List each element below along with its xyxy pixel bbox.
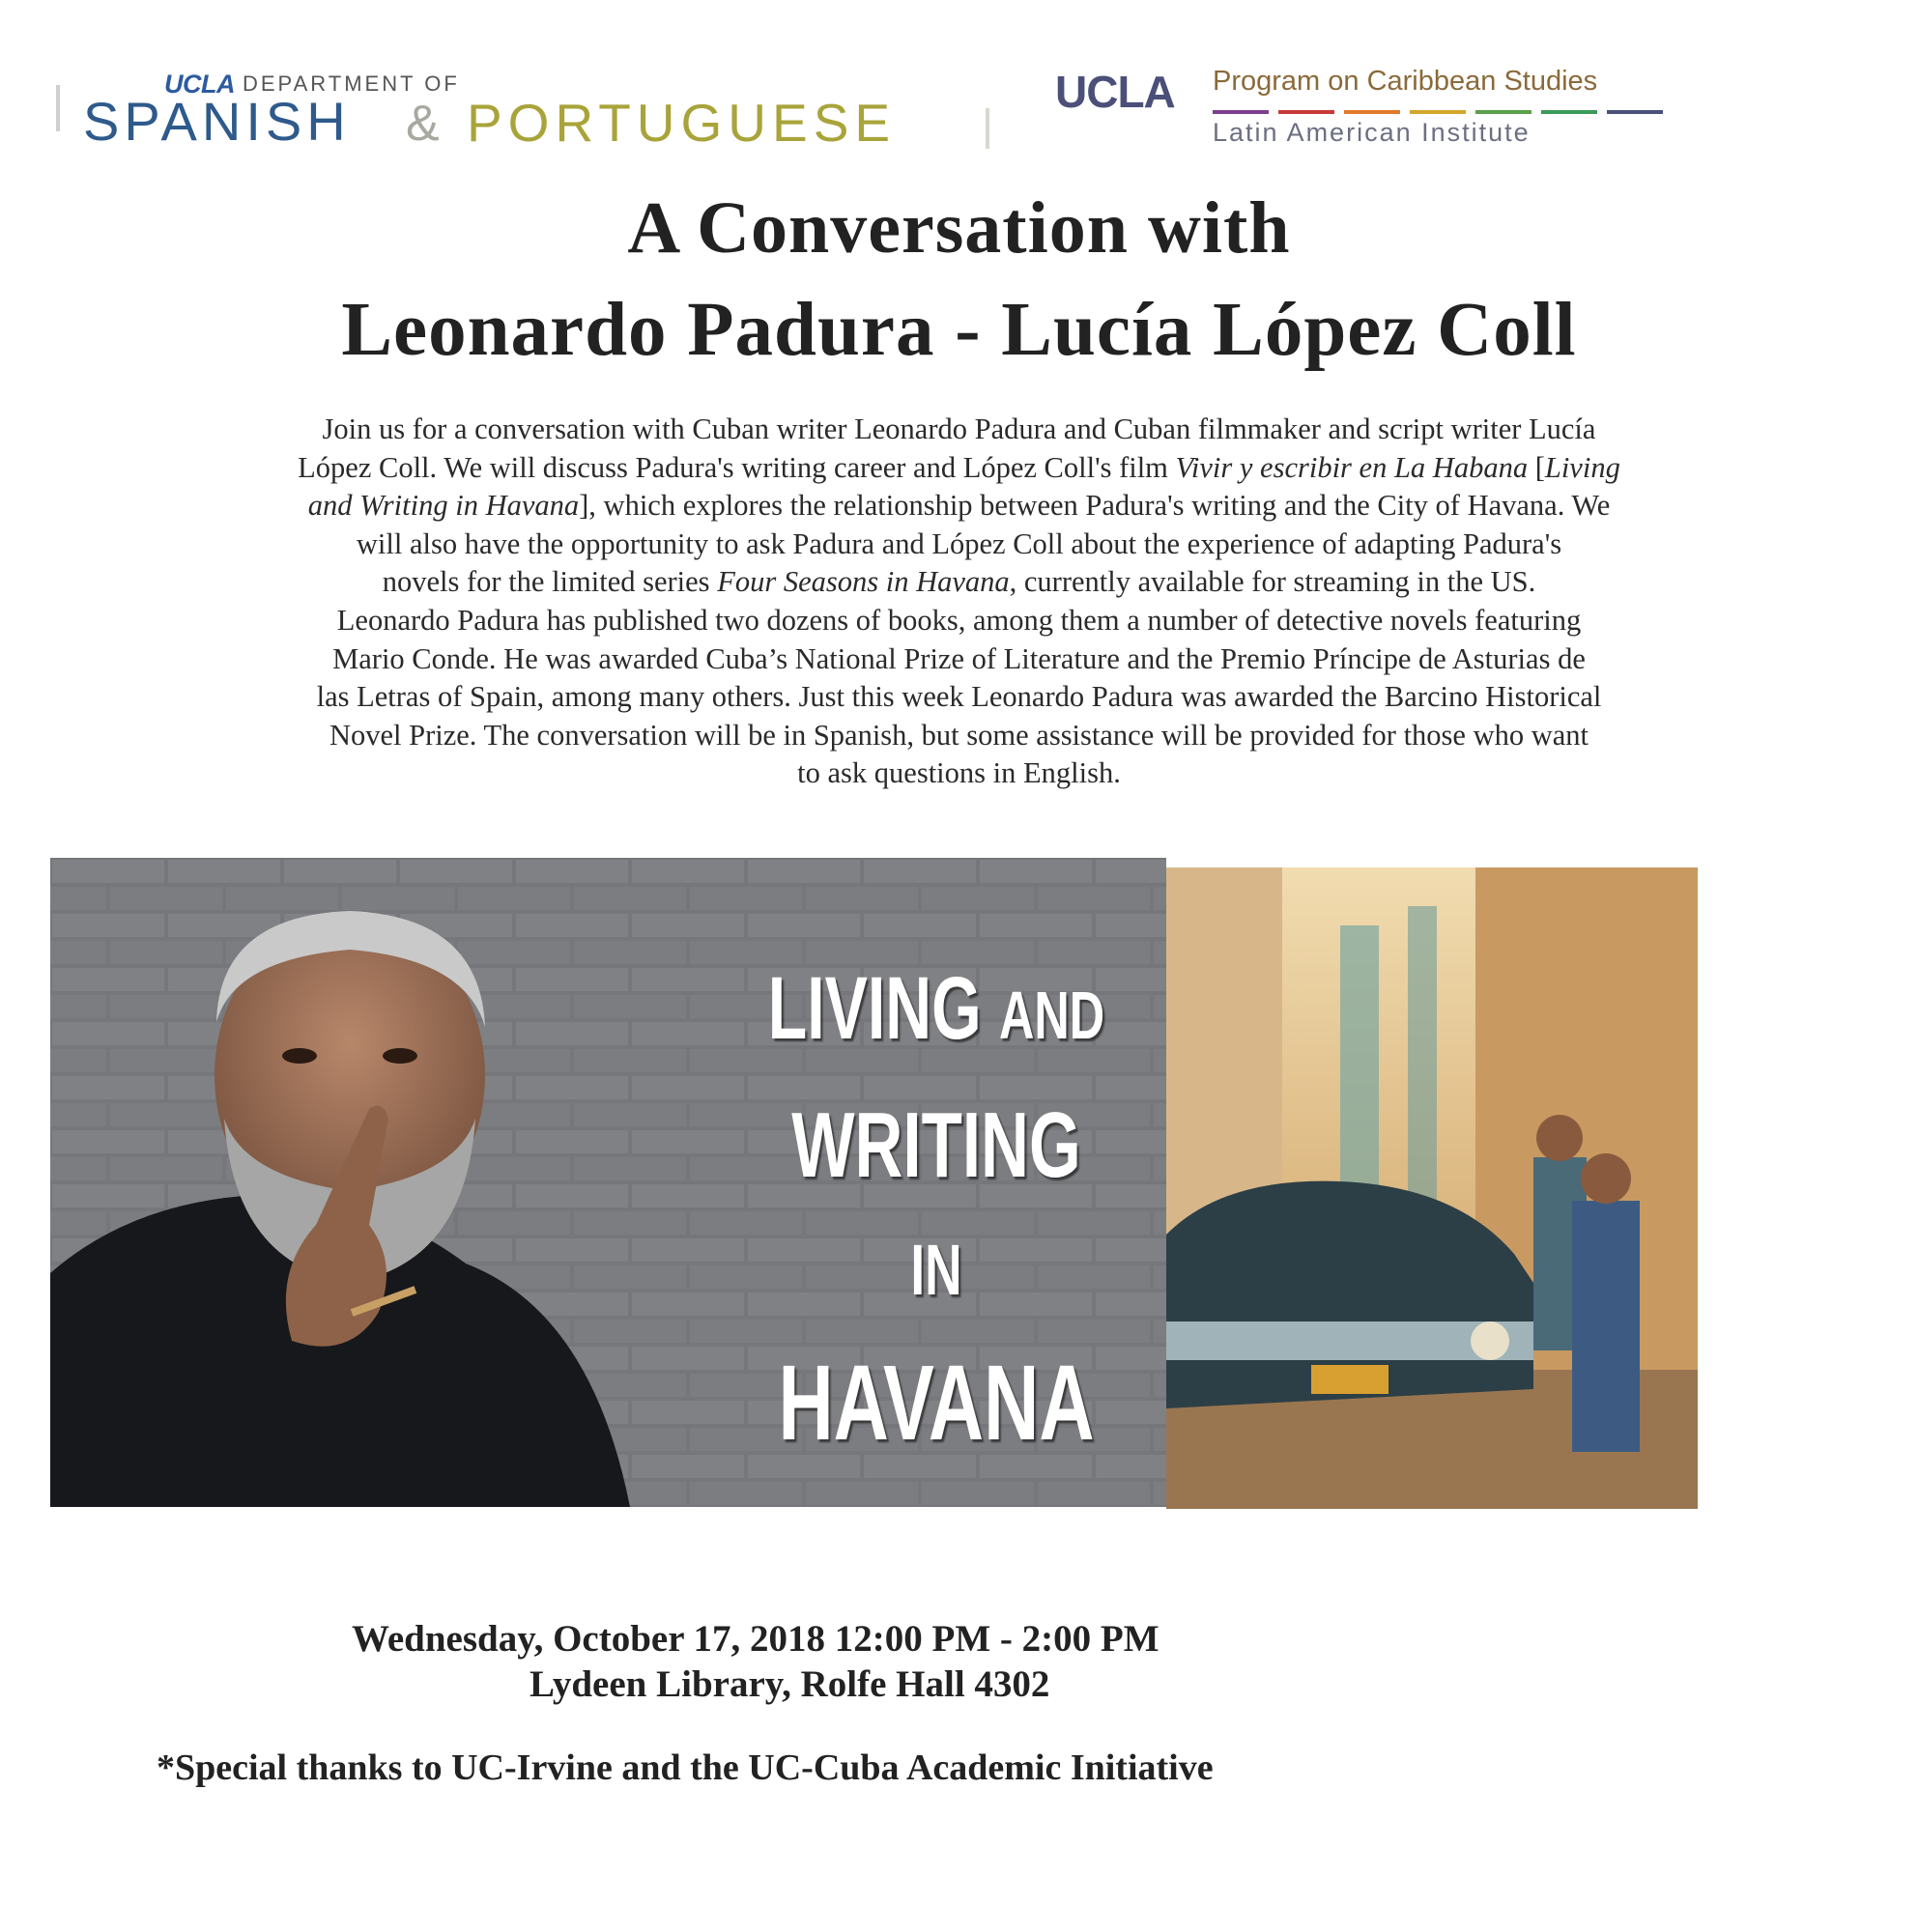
street-car-illustration xyxy=(1166,867,1698,1509)
description-line xyxy=(39,563,1879,602)
banner-line-havana: HAVANA xyxy=(778,1344,1095,1463)
logo-dash xyxy=(1607,110,1663,114)
description-text: to ask questions in English. xyxy=(797,756,1121,790)
logo-spanish-text: SPANISH xyxy=(83,91,351,152)
padura-portrait-photo xyxy=(50,858,1166,1507)
logo-divider xyxy=(56,85,60,131)
event-location: Lydeen Library, Rolfe Hall 4302 xyxy=(530,1663,1050,1705)
special-thanks: *Special thanks to UC-Irvine and the UC-Cuba Academic Initiative xyxy=(157,1747,1214,1788)
description-line xyxy=(39,640,1879,679)
description-italic-title: and Writing in Havana xyxy=(307,489,580,523)
logo-institute-text: Latin American Institute xyxy=(1213,118,1531,147)
spanish-portuguese-logo xyxy=(56,66,1003,158)
logo-program-text: Program on Caribbean Studies xyxy=(1213,66,1598,97)
description-italic-title: Living xyxy=(1544,450,1620,484)
description-text: las Letras of Spain, among many others. Just this week Leonardo Padura was awarded the Barcino Historical xyxy=(316,680,1602,714)
description-italic-title: Vivir y escribir en La Habana xyxy=(1175,450,1529,484)
description-text: Novel Prize. The conversation will be in Spanish, but some assistance will be provided for those who want xyxy=(329,718,1589,752)
logo-dash xyxy=(1541,110,1597,114)
description-text: ], which explores the relationship between Padura's writing and the City of Havana. We xyxy=(579,489,1611,523)
banner-word-living: LIVING xyxy=(767,959,982,1058)
logo-portuguese-text: PORTUGUESE xyxy=(467,93,897,153)
logo-ucla-text: UCLA xyxy=(1055,67,1175,117)
description-text: Leonardo Padura has published two dozens of books, among them a number of detective novels featuring xyxy=(336,603,1582,637)
description-line xyxy=(39,754,1879,793)
event-title-line-1: A Conversation with xyxy=(627,187,1291,269)
description-line xyxy=(39,526,1879,564)
logo-dash xyxy=(1213,110,1269,114)
logo-department-text: DEPARTMENT OF xyxy=(243,71,460,96)
description-text: Join us for a conversation with Cuban writer Leonardo Padura and Cuban filmmaker and script writer Lucía xyxy=(322,412,1596,445)
logo-dash xyxy=(1410,110,1466,114)
event-description xyxy=(39,411,1879,793)
banner-word-and: AND xyxy=(999,978,1105,1053)
banner-line-living-and xyxy=(724,959,1148,1058)
description-text: novels for the limited series xyxy=(382,565,718,599)
description-line xyxy=(39,602,1879,640)
banner-line-in: IN xyxy=(910,1230,962,1310)
description-text: will also have the opportunity to ask Padura and López Coll about the experience of adapting Padura's xyxy=(356,526,1562,560)
description-text: [ xyxy=(1528,450,1545,484)
description-line xyxy=(39,717,1879,755)
logo-divider xyxy=(986,108,989,149)
description-italic-title: Four Seasons in Havana xyxy=(717,565,1010,599)
description-text: , currently available for streaming in the US. xyxy=(1009,565,1536,599)
event-date-time: Wednesday, October 17, 2018 12:00 PM - 2:00 PM xyxy=(352,1618,1159,1660)
event-title-line-2: Leonardo Padura - Lucía López Coll xyxy=(341,288,1577,372)
logo-dash xyxy=(1475,110,1532,114)
havana-street-photo xyxy=(1166,867,1698,1509)
description-line xyxy=(39,678,1879,717)
logo-dash xyxy=(1278,110,1334,114)
caribbean-studies-logo xyxy=(1055,66,1838,162)
description-line xyxy=(39,487,1879,526)
description-line xyxy=(39,411,1879,449)
logo-ucla-text: UCLA xyxy=(164,70,235,99)
description-text: Mario Conde. He was awarded Cuba’s National Prize of Literature and the Premio Príncipe de Asturias de xyxy=(332,641,1586,675)
banner-line-writing: WRITING xyxy=(791,1094,1081,1197)
logo-ampersand: & xyxy=(406,96,440,152)
description-line xyxy=(39,449,1879,488)
logo-dash xyxy=(1344,110,1400,114)
description-text: López Coll. We will discuss Padura's writing career and López Coll's film xyxy=(298,450,1176,484)
